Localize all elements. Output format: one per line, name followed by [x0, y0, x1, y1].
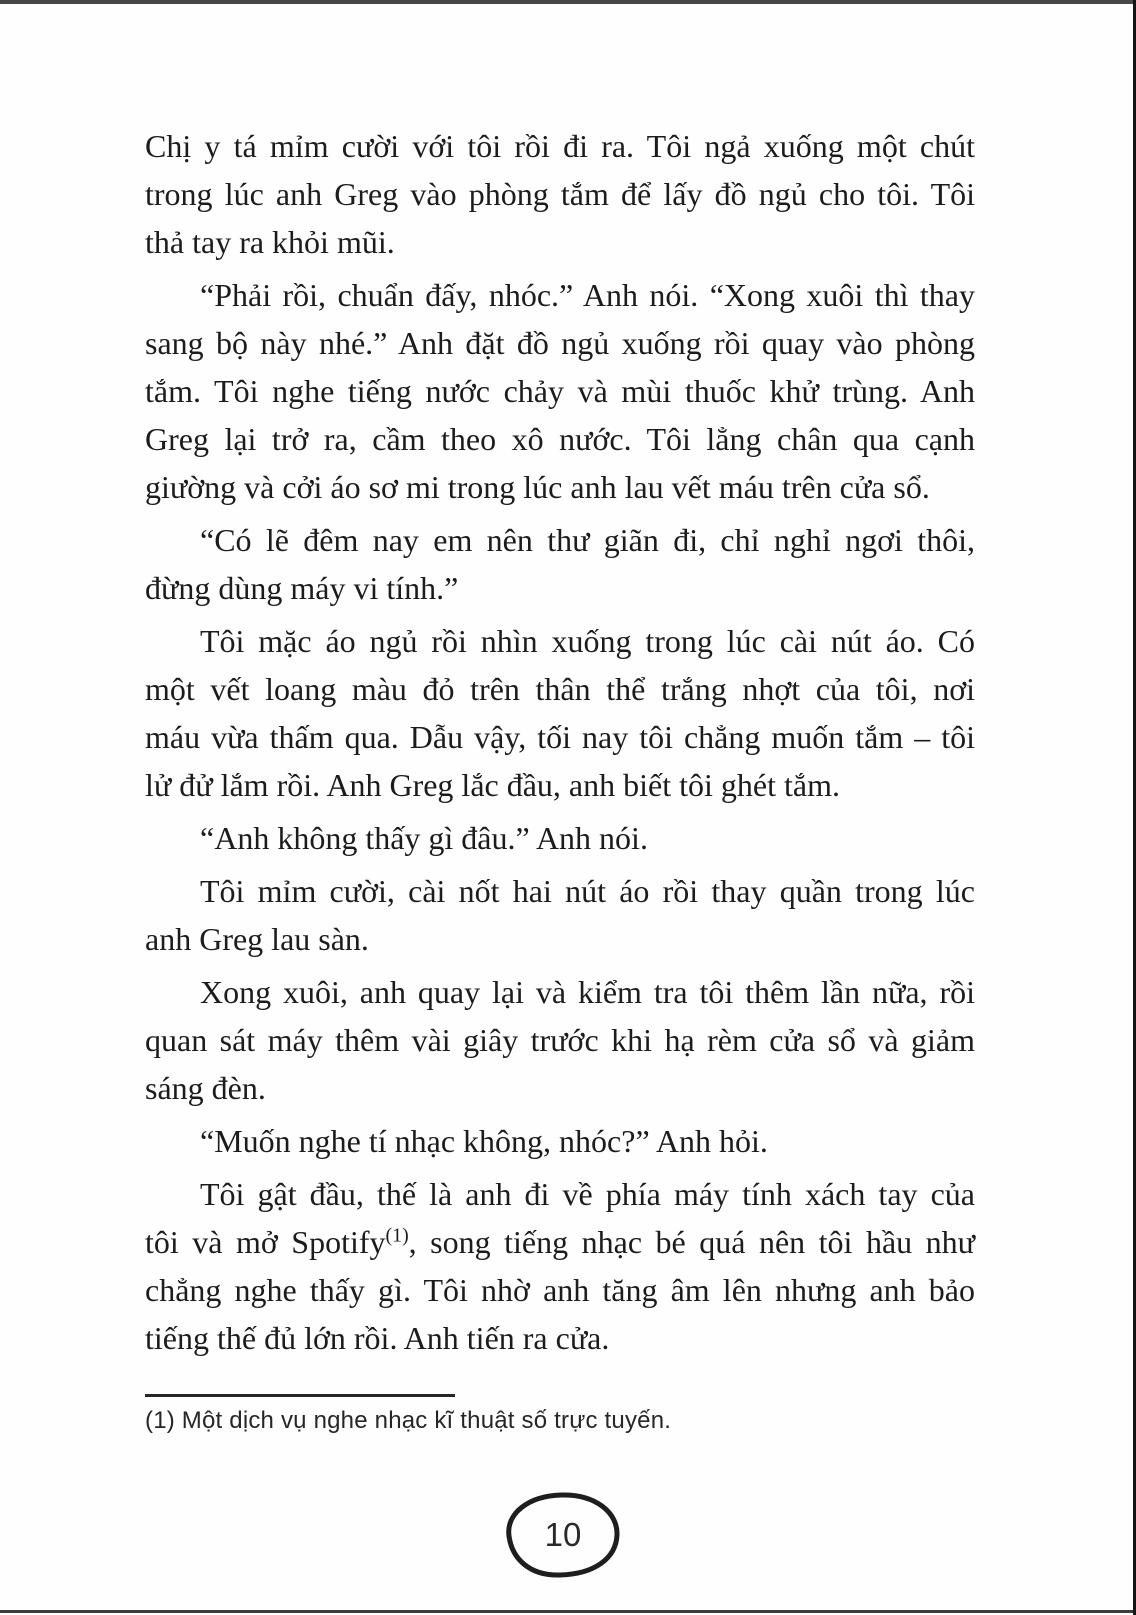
text-line: lử đử lắm rồi. Anh Greg lắc đầu, anh biết tôi ghét tắm. — [145, 767, 840, 803]
text-line: Tôi mỉm cười, cài nốt hai nút áo rồi thay quần trong lúc — [200, 873, 975, 909]
scan-border-top — [0, 0, 1136, 4]
text-line: tắm. Tôi nghe tiếng nước chảy và mùi thuốc khử trùng. Anh — [145, 373, 975, 409]
paragraph — [145, 271, 975, 511]
text-line: máu vừa thấm qua. Dẫu vậy, tối nay tôi chẳng muốn tắm – tôi — [145, 719, 975, 755]
text-line: thả tay ra khỏi mũi. — [145, 224, 395, 260]
text-line: quan sát máy thêm vài giây trước khi hạ rèm cửa sổ và giảm — [145, 1022, 975, 1058]
text-line: “Phải rồi, chuẩn đấy, nhóc.” Anh nói. “Xong xuôi thì thay — [200, 277, 975, 313]
text-line: Tôi gật đầu, thế là anh đi về phía máy tính xách tay của — [200, 1176, 975, 1212]
paragraph — [145, 122, 975, 266]
page-number: 10 — [544, 1516, 582, 1553]
text-line: trong lúc anh Greg vào phòng tắm để lấy đồ ngủ cho tôi. Tôi — [145, 176, 975, 212]
text-segment: , song tiếng nhạc bé quá nên tôi hầu như — [408, 1224, 975, 1260]
text-line: chẳng nghe thấy gì. Tôi nhờ anh tăng âm lên nhưng anh bảo — [145, 1272, 975, 1308]
text-line: tiếng thế đủ lớn rồi. Anh tiến ra cửa. — [145, 1320, 610, 1356]
text-line: sang bộ này nhé.” Anh đặt đồ ngủ xuống rồi quay vào phòng — [145, 325, 975, 361]
text-line: Chị y tá mỉm cười với tôi rồi đi ra. Tôi ngả xuống một chút — [145, 128, 975, 164]
text-line: anh Greg lau sàn. — [145, 921, 369, 957]
paragraph — [145, 516, 975, 612]
paragraph — [145, 968, 975, 1112]
text-line: “Muốn nghe tí nhạc không, nhóc?” Anh hỏi. — [200, 1123, 768, 1159]
text-line: Greg lại trở ra, cầm theo xô nước. Tôi lẳng chân qua cạnh — [145, 421, 975, 457]
paragraph — [145, 1117, 975, 1165]
page-number-badge — [502, 1489, 624, 1581]
text-line: sáng đèn. — [145, 1070, 266, 1106]
footnote-section — [145, 1394, 975, 1435]
footnote-rule — [145, 1394, 455, 1397]
paragraph — [145, 814, 975, 862]
paragraph — [145, 1170, 975, 1362]
text-line: giường và cởi áo sơ mi trong lúc anh lau vết máu trên cửa sổ. — [145, 469, 930, 505]
body-text — [145, 122, 975, 1367]
text-line: Tôi mặc áo ngủ rồi nhìn xuống trong lúc cài nút áo. Có — [200, 623, 975, 659]
text-line: một vết loang màu đỏ trên thân thể trắng nhợt của tôi, nơi — [145, 671, 975, 707]
text-line: đừng dùng máy vi tính.” — [145, 570, 459, 606]
text-line: “Có lẽ đêm nay em nên thư giãn đi, chỉ nghỉ ngơi thôi, — [200, 522, 975, 558]
paragraph — [145, 867, 975, 963]
text-segment: tôi và mở Spotify — [145, 1224, 386, 1260]
footnote-text: (1) Một dịch vụ nghe nhạc kĩ thuật số trực tuyến. — [145, 1407, 672, 1434]
text-line: Xong xuôi, anh quay lại và kiểm tra tôi thêm lần nữa, rồi — [200, 974, 975, 1010]
scan-border-bottom — [0, 1610, 1136, 1613]
text-line — [145, 1218, 975, 1266]
footnote-marker: (1) — [385, 1224, 409, 1247]
paragraph — [145, 617, 975, 809]
text-line: “Anh không thấy gì đâu.” Anh nói. — [200, 820, 648, 856]
